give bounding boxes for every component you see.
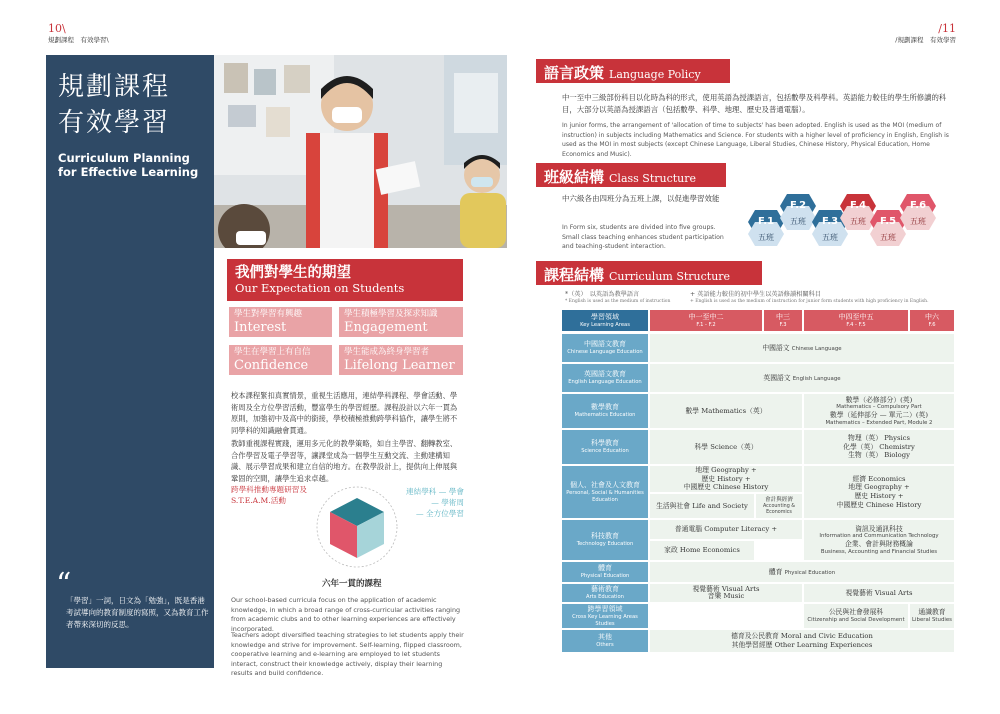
hex-f1-form: F.1 — [757, 216, 775, 227]
kla-chinese-en: Chinese Language Education — [567, 349, 643, 356]
kla-chinese-zh: 中國語文教育 — [584, 340, 626, 349]
subject-bafs-en: Business, Accounting and Financial Studies — [820, 548, 938, 555]
page-number-10: 10\ — [48, 22, 66, 35]
legend-moi-zh: *（英） 以英語為教學語言 — [565, 291, 640, 298]
hex-f3-classes: 五班 — [822, 233, 838, 242]
hex-f2 — [780, 194, 816, 230]
curriculum-paragraph-2: 教師重視課程實踐，運用多元化的教學策略，如自主學習、翻轉教室、合作學習及電子學習等，讓課堂成為一個學生互動交流、主動建構知識、展示學習成果和建立自信的地方。在教學設計上，提供向上伸展與鞏固的空間，讓學生追求卓越。 — [231, 439, 458, 483]
curriculum-structure-heading-zh: 課程結構 — [544, 266, 605, 284]
subject-ict-zh: 資訊及通訊科技 — [855, 524, 903, 533]
subject-geography-senior: 地理 Geography + — [848, 483, 910, 492]
subject-chinese-en: Chinese Language — [791, 345, 842, 352]
kla-technology-zh: 科技教育 — [591, 532, 619, 541]
header-f12-zh: 中一至中二 — [688, 313, 724, 321]
subject-computer-literacy-text: 普通電腦 Computer Literacy + — [674, 525, 778, 534]
expectation-item-zh: 學生能成為終身學習者 — [344, 347, 430, 357]
expectation-item-en: Engagement — [344, 320, 428, 335]
kla-maths-zh: 數學教育 — [591, 403, 619, 412]
legend-junior — [690, 289, 955, 304]
hexagon-diagram — [744, 193, 944, 251]
language-policy-text-en: In junior forms, the arrangement of 'allocation of time to subjects' has been adopted. English is used as the MOI (medium of instruction) in subjects including Mathematics and Science. For students with a higher level of proficiency in English, English is used as the MOI in most subjects (except Chinese Language, Liberal Studies, Chinese History, Physical Education, Home Economics and Music). — [562, 122, 949, 158]
subject-moral-civic: 德育及公民教育 Moral and Civic Education — [731, 632, 873, 641]
header-f3-zh: 中三 — [776, 313, 790, 321]
subject-bafs-zh: 企業、會計與財務概論 — [845, 540, 913, 548]
pull-quote: 「學習」一詞，日文為「勉強」，既是香港考試導向的教育制度的寫照，又為教育工作者帶來深切的反思。 — [66, 596, 209, 629]
subject-pe-zh: 體育 — [768, 567, 783, 576]
kla-pe-en: Physical Education — [580, 573, 630, 580]
kla-pe — [562, 562, 648, 582]
subject-science-junior — [650, 430, 802, 464]
legend-junior-en: + English is used as the medium of instruction for junior form students with high proficiency in English. — [690, 299, 929, 304]
expectation-item-en: Interest — [234, 320, 287, 335]
subject-maths-junior-text: 數學 Mathematics（英） — [685, 406, 767, 415]
subject-science-senior — [804, 430, 954, 464]
header-f45-zh: 中四至中五 — [838, 313, 874, 321]
subject-history-senior: 歷史 History + — [854, 492, 904, 500]
table-header-f12 — [650, 310, 762, 331]
kla-others-zh: 其他 — [598, 633, 612, 642]
expectation-heading-zh: 我們對學生的期望 — [235, 264, 351, 281]
subject-chemistry: 化學（英） Chemistry — [843, 442, 915, 451]
kla-science-en: Science Education — [581, 448, 629, 455]
kla-others — [562, 630, 648, 652]
kla-maths-en: Mathematics Education — [574, 412, 636, 419]
subject-home-economics — [650, 541, 754, 560]
cube-icon — [312, 484, 402, 570]
kla-cross — [562, 604, 648, 628]
running-title-left: 規劃課程 有效學習\ — [48, 36, 109, 44]
subject-economics: 經濟 Economics — [852, 474, 906, 483]
language-policy-heading — [536, 59, 730, 83]
subject-pshe-senior — [804, 466, 954, 518]
class-structure-heading — [536, 163, 726, 187]
expectation-item-engagement — [339, 307, 463, 337]
expectation-heading — [227, 259, 463, 301]
kla-others-en: Others — [596, 642, 614, 649]
language-policy-text-zh: 中一至中三級部份科目以化時為科的形式，使用英語為授課語言，包括數學及科學科。英語能力較佳的學生所修讀的科目，大部分以英語為授課語言（包括數學、科學、地理、歷史及普通電腦）。 — [562, 93, 947, 114]
subject-arts-senior — [804, 584, 954, 602]
subject-biology: 生物（英） Biology — [848, 451, 910, 460]
running-title-right: /規劃課程 有效學習 — [895, 36, 956, 44]
class-structure-text-en: In Form six, students are divided into five groups. Small class teaching enhances student participation and teaching-student interaction. — [562, 224, 724, 250]
expectation-item-en: Lifelong Learner — [344, 358, 455, 373]
hex-f2-form: F.2 — [789, 200, 807, 211]
hex-f4-form: F.4 — [849, 200, 867, 211]
subject-ict-en: Information and Communication Technology — [819, 533, 939, 540]
expectation-item-interest — [229, 307, 332, 337]
hex-f6-classes: 五班 — [910, 217, 926, 226]
table-header-kla — [562, 310, 648, 331]
expectation-item-zh: 學生積極學習及探求知識 — [344, 309, 438, 319]
form-class-hexagons — [744, 193, 944, 251]
title-column — [46, 55, 214, 668]
expectation-item-zh: 學生在學習上有自信 — [234, 347, 311, 357]
title-en — [58, 151, 198, 179]
subject-tech-senior — [804, 520, 954, 560]
subject-chinese-history-junior: 中國歷史 Chinese History — [683, 483, 769, 492]
kla-maths — [562, 394, 648, 428]
header-f3-en: F.3 — [779, 321, 787, 328]
subject-citizenship-en: Citizenship and Social Development — [807, 616, 905, 623]
right-page-number — [895, 22, 956, 44]
maths-extended-en: Mathematics – Extended Part, Module 2 — [825, 419, 933, 426]
header-f6-zh: 中六 — [925, 313, 939, 321]
hex-f4-classes: 五班 — [850, 217, 866, 226]
expectation-item-en: Confidence — [234, 358, 309, 373]
maths-compulsory-zh: 數學（必修部分）(英) — [845, 395, 913, 404]
hex-f5-form: F.5 — [879, 216, 897, 227]
diagram-label-steam: 跨學科推動專題研習及S.T.E.A.M.活動 — [231, 485, 307, 505]
diagram-link-3: — 全方位學習 — [416, 509, 464, 518]
subject-maths-junior — [650, 394, 802, 428]
expectation-item-lifelong — [339, 345, 463, 375]
subject-computer-literacy — [650, 520, 802, 539]
subject-chinese-history-senior: 中國歷史 Chinese History — [836, 500, 922, 509]
kla-arts-en: Arts Education — [586, 594, 624, 601]
expectation-item-confidence — [229, 345, 332, 375]
subject-arts-junior — [650, 584, 802, 602]
expectation-heading-en: Our Expectation on Students — [235, 281, 405, 295]
hex-f6 — [900, 194, 936, 230]
kla-cross-en: Cross Key Learning Areas Studies — [572, 614, 638, 627]
subject-citizenship-zh: 公民與社會發展科 — [828, 608, 884, 617]
class-structure-heading-zh: 班級結構 — [544, 168, 605, 186]
table-header-f6 — [910, 310, 954, 331]
kla-science — [562, 430, 648, 464]
curriculum-paragraph-en-2: Teachers adopt diversified teaching strategies to let students apply their knowledge and strive for improvement. Self-learning, flipped classroom, cooperative learning and e-learning are employed to let students interact, construct their knowledge actively, display their learning results and build confidence. — [231, 631, 464, 677]
quote-mark-icon: “ — [56, 567, 72, 602]
kla-science-zh: 科學教育 — [591, 439, 619, 448]
header-f12-en: F.1 - F.2 — [696, 321, 716, 328]
kla-technology — [562, 520, 648, 560]
subject-science-junior-text: 科學 Science（英） — [694, 442, 758, 451]
kla-english-en: English Language Education — [568, 379, 642, 386]
class-structure-heading-en: Class Structure — [609, 172, 697, 185]
class-structure-text-zh: 中六級各由四班分為五班上課，以促進學習效能 — [562, 194, 720, 203]
classroom-photo-illustration — [214, 55, 507, 248]
hex-f5 — [870, 210, 906, 246]
page-number-11: /11 — [938, 22, 956, 35]
kla-cross-zh: 跨學習領域 — [587, 605, 623, 613]
table-header-f45 — [804, 310, 908, 331]
subject-history-junior: 歷史 History + — [701, 474, 751, 483]
subject-pe-en: Physical Education — [784, 569, 836, 576]
curriculum-paragraph-1: 校本課程緊扣真實情景，重視生活應用，連結學科課程、學會活動、學術周及全方位學習活動，豐富學生的學習經歷。課程設計以六年一貫為原則，加強初中及高中的銜接，學校積極推動跨學科協作，讓學生將不同學科的知識融會貫通。 — [231, 391, 458, 435]
header-f6-en: F.6 — [928, 321, 936, 328]
table-header-f3 — [764, 310, 802, 331]
subject-pshe-junior-history — [650, 466, 802, 492]
maths-extended-zh: 數學（延伸部分 — 單元二）(英) — [830, 411, 928, 419]
subject-chinese-zh: 中國語文 — [762, 343, 790, 352]
diagram-link-2: — 學術周 — [431, 498, 464, 507]
hex-f1 — [748, 210, 784, 246]
left-page-number — [48, 22, 109, 44]
subject-acc-en: Accounting & Economics — [762, 503, 796, 515]
hex-f3-form: F.3 — [821, 216, 839, 227]
title-zh — [58, 69, 170, 141]
kla-pe-zh: 體育 — [598, 564, 612, 573]
subject-life-society-text: 生活與社會 Life and Society — [656, 501, 748, 510]
kla-arts-zh: 藝術教育 — [591, 585, 619, 594]
subject-ole: 其他學習經歷 Other Learning Experiences — [731, 641, 873, 649]
kla-english — [562, 364, 648, 392]
kla-pshe — [562, 466, 648, 518]
hex-f1-classes: 五班 — [758, 233, 774, 242]
subject-acc-zh: 會計與經濟 — [765, 496, 793, 503]
subject-citizenship — [804, 604, 908, 628]
subject-liberal-studies-zh: 通識教育 — [918, 608, 946, 617]
subject-music: 音樂 Music — [707, 592, 745, 600]
subject-liberal-studies — [910, 604, 954, 628]
curriculum-paragraph-en-1: Our school-based curricula focus on the application of academic knowledge, in which a broad range of cross-curricular activities ranging from academic clubs and to other learning experiences are effectively incorporated. — [231, 596, 461, 633]
subject-english-en: English Language — [792, 375, 841, 382]
legend-junior-zh: + 英語能力較佳的初中學生以英語修讀相關科目 — [690, 291, 821, 298]
subject-others — [650, 630, 954, 652]
subject-geography-junior: 地理 Geography + — [695, 466, 757, 475]
language-policy-heading-en: Language Policy — [609, 68, 701, 81]
subject-chinese — [650, 334, 954, 362]
subject-home-economics-text: 家政 Home Economics — [664, 546, 740, 555]
kla-english-zh: 英國語文教育 — [584, 370, 626, 379]
subject-accounting-economics — [756, 494, 802, 518]
diagram-label-six-year: 六年一貫的課程 — [322, 579, 382, 589]
subject-physics: 物理（英） Physics — [848, 434, 910, 443]
curriculum-structure-heading — [536, 261, 762, 285]
header-kla-zh: 學習領域 — [591, 313, 619, 321]
subject-life-society — [650, 494, 754, 518]
kla-arts — [562, 584, 648, 602]
kla-pshe-en: Personal, Social & Humanities Education — [566, 490, 644, 503]
title-en-line1: Curriculum Planning — [58, 151, 190, 165]
subject-english-zh: 英國語文 — [763, 373, 791, 382]
hex-f2-classes: 五班 — [790, 217, 806, 226]
curriculum-cube-diagram — [312, 484, 402, 570]
hex-f6-form: F.6 — [909, 200, 927, 211]
header-kla-en: Key Learning Areas — [580, 321, 630, 328]
title-en-line2: for Effective Learning — [58, 165, 199, 179]
header-f45-en: F.4 - F.5 — [846, 321, 866, 328]
title-zh-line2: 有效學習 — [58, 108, 171, 138]
subject-maths-senior — [804, 394, 954, 428]
diagram-link-1: 連結學科 — 學會 — [406, 487, 464, 496]
hex-f4 — [840, 194, 876, 230]
subject-liberal-studies-en: Liberal Studies — [912, 616, 952, 623]
kla-chinese — [562, 334, 648, 362]
language-policy-heading-zh: 語言政策 — [544, 64, 605, 82]
subject-visual-arts-senior: 視覺藝術 Visual Arts — [845, 588, 913, 597]
subject-visual-arts-junior: 視覺藝術 Visual Arts — [692, 584, 760, 593]
legend-moi-en: * English is used as the medium of instruction — [565, 299, 671, 304]
subject-english — [650, 364, 954, 392]
expectation-item-zh: 學生對學習有興趣 — [234, 309, 303, 319]
title-zh-line1: 規劃課程 — [58, 72, 171, 102]
classroom-photo — [214, 55, 507, 248]
kla-technology-en: Technology Education — [576, 541, 634, 548]
hex-f5-classes: 五班 — [880, 233, 896, 242]
subject-pe — [650, 562, 954, 582]
maths-compulsory-en: Mathematics – Compulsory Part — [836, 404, 922, 411]
curriculum-structure-heading-en: Curriculum Structure — [609, 270, 731, 283]
kla-pshe-zh: 個人、社會及人文教育 — [570, 481, 640, 489]
